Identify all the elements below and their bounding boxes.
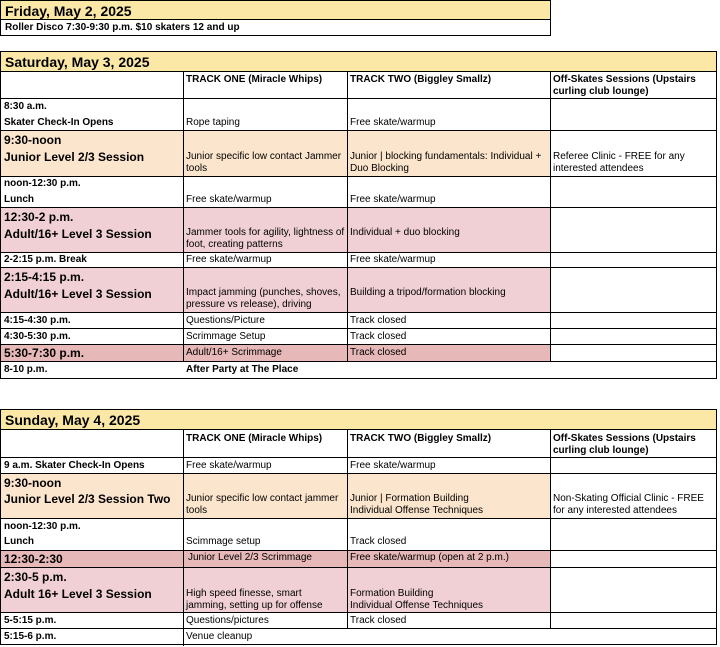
table-row-title: Skater Check-In Opens — [4, 117, 114, 128]
table-cell: Free skate/warmup — [350, 460, 436, 471]
table-row-title: Junior Level 2/3 Session Two — [4, 492, 171, 506]
table-row-time: noon-12:30 p.m. — [4, 521, 81, 532]
sat-col-track2: TRACK TWO (Biggley Smallz) — [350, 74, 492, 85]
table-row-title: Adult/16+ Level 3 Session — [4, 227, 152, 241]
table-cell: Individual Offense Techniques — [350, 505, 484, 516]
table-cell: Free skate/warmup — [350, 254, 436, 265]
table-row-time: 2:15-4:15 p.m. — [4, 270, 85, 284]
table-cell: Adult/16+ Scrimmage — [186, 347, 282, 358]
table-cell: Junior | blocking fundamentals: Individual + — [350, 151, 542, 162]
table-cell: tools — [186, 163, 208, 174]
table-cell: foot, creating patterns — [186, 239, 283, 250]
table-row-time: 12:30-2:30 — [4, 552, 63, 566]
sat-col-offskates-2: curling club lounge) — [553, 86, 649, 97]
friday-row — [0, 19, 551, 36]
sunday-header — [0, 409, 717, 430]
friday-header — [0, 0, 551, 20]
table-row-time: 8:30 a.m. — [4, 101, 47, 112]
table-cell: After Party at The Place — [186, 364, 299, 375]
sun-col-offskates-1: Off-Skates Sessions (Upstairs — [553, 433, 696, 444]
table-cell: Free skate/warmup — [186, 254, 272, 265]
sun-col-offskates-2: curling club lounge) — [553, 445, 649, 456]
table-row-time: 4:30-5:30 p.m. — [4, 331, 71, 342]
table-row-title: Adult/16+ Level 3 Session — [4, 287, 152, 301]
table-row-time: 4:15-4:30 p.m. — [4, 315, 71, 326]
table-cell: Scimmage setup — [186, 536, 261, 547]
table-cell: Building a tripod/formation blocking — [350, 287, 506, 298]
table-cell: Non-Skating Official Clinic - FREE — [553, 493, 704, 504]
sunday-title: Sunday, May 4, 2025 — [5, 412, 141, 428]
table-row-time: 2-2:15 p.m. Break — [4, 254, 87, 265]
table-row-time: 5:30-7:30 p.m. — [4, 346, 85, 360]
table-cell: Free skate/warmup (open at 2 p.m.) — [350, 552, 509, 563]
table-cell: Venue cleanup — [186, 631, 253, 642]
table-cell: Junior Level 2/3 Scrimmage — [188, 552, 312, 563]
table-cell: Individual + duo blocking — [350, 227, 460, 238]
table-cell: pressure vs release), driving — [186, 299, 312, 310]
table-cell: Rope taping — [186, 117, 240, 128]
table-cell: Track closed — [350, 536, 407, 547]
table-cell: Duo Blocking — [350, 163, 409, 174]
table-cell: Track closed — [350, 615, 407, 626]
table-cell: Questions/Picture — [186, 315, 265, 326]
table-cell: High speed finesse, smart — [186, 588, 302, 599]
table-cell: Impact jamming (punches, shoves, — [186, 287, 341, 298]
table-cell: Junior specific low contact Jammer — [186, 151, 342, 162]
friday-title: Friday, May 2, 2025 — [5, 3, 132, 19]
table-cell: interested attendees — [553, 163, 644, 174]
table-cell: Scrimmage Setup — [186, 331, 266, 342]
sat-col-track1: TRACK ONE (Miracle Whips) — [186, 74, 323, 85]
sunday-table — [0, 429, 717, 645]
table-cell: tools — [186, 505, 208, 516]
table-cell: Individual Offense Techniques — [350, 600, 484, 611]
sat-col-offskates-1: Off-Skates Sessions (Upstairs — [553, 74, 696, 85]
table-cell: Questions/pictures — [186, 615, 269, 626]
saturday-title: Saturday, May 3, 2025 — [5, 54, 150, 70]
table-row-time: 9:30-noon — [4, 133, 62, 147]
table-row-time: noon-12:30 p.m. — [4, 178, 81, 189]
table-cell: Junior specific low contact jammer — [186, 493, 339, 504]
table-row-time: 9:30-noon — [4, 476, 62, 490]
table-row-time: 2:30-5 p.m. — [4, 570, 67, 584]
sun-col-track2: TRACK TWO (Biggley Smallz) — [350, 433, 492, 444]
table-cell: Free skate/warmup — [186, 194, 272, 205]
table-cell: Free skate/warmup — [186, 460, 272, 471]
table-row-time: 5:15-6 p.m. — [4, 631, 57, 642]
table-cell: Free skate/warmup — [350, 194, 436, 205]
table-cell: Formation Building — [350, 588, 434, 599]
table-row-title: Adult 16+ Level 3 Session — [4, 587, 152, 601]
table-cell: Jammer tools for agility, lightness of — [186, 227, 345, 238]
table-row-title: Lunch — [4, 536, 34, 547]
table-row-time: 5-5:15 p.m. — [4, 615, 57, 626]
table-row-time: 12:30-2 p.m. — [4, 210, 74, 224]
table-row-title: Lunch — [4, 194, 34, 205]
table-cell: Track closed — [350, 347, 407, 358]
table-row-title: Junior Level 2/3 Session — [4, 150, 145, 164]
table-cell: Free skate/warmup — [350, 117, 436, 128]
table-row-time: 9 a.m. Skater Check-In Opens — [4, 460, 145, 471]
sun-col-track1: TRACK ONE (Miracle Whips) — [186, 433, 323, 444]
table-cell: for any interested attendees — [553, 505, 677, 516]
table-cell: Track closed — [350, 331, 407, 342]
table-cell: jamming, setting up for offense — [186, 600, 323, 611]
table-row-time: 8-10 p.m. — [4, 364, 48, 375]
saturday-header — [0, 51, 717, 72]
table-cell: Track closed — [350, 315, 407, 326]
table-cell: Junior | Formation Building — [350, 493, 469, 504]
table-cell: Referee Clinic - FREE for any — [553, 151, 685, 162]
friday-event: Roller Disco 7:30-9:30 p.m. $10 skaters 12 and up — [5, 22, 240, 33]
saturday-table — [0, 71, 717, 379]
